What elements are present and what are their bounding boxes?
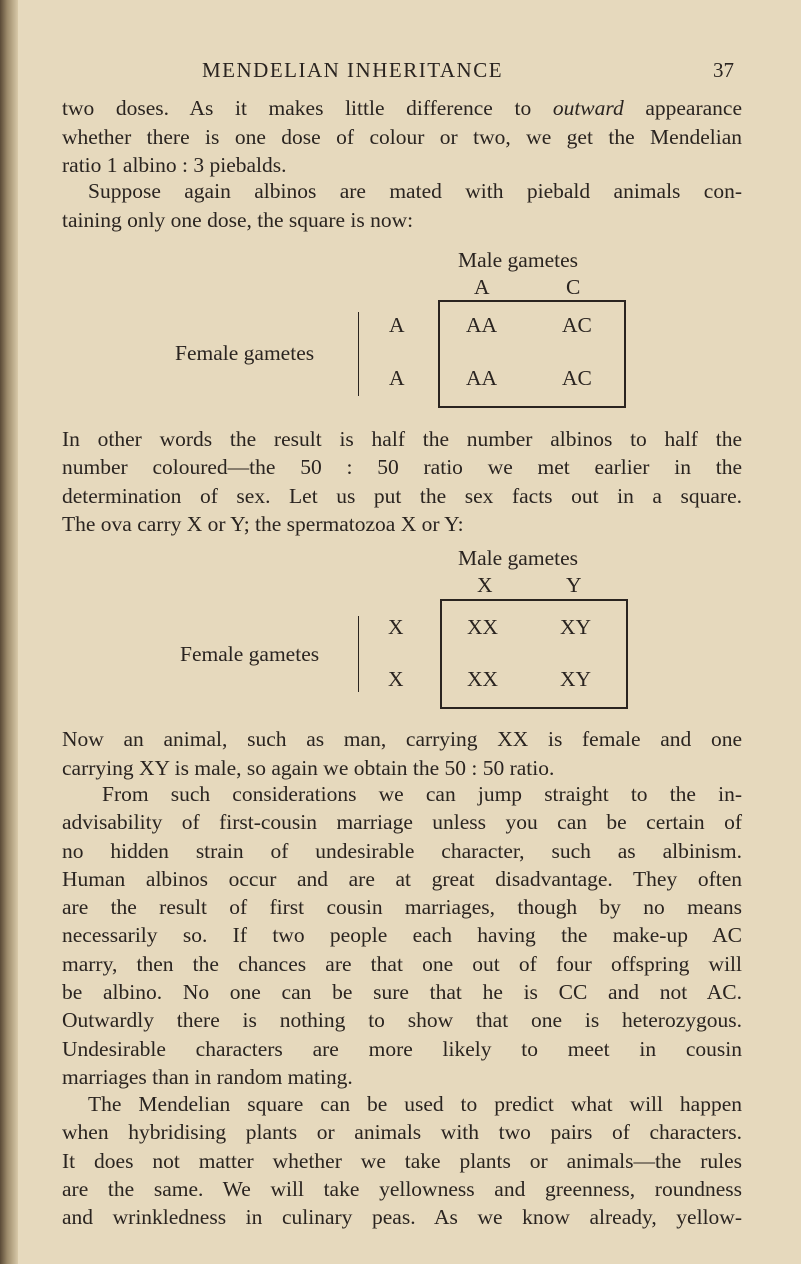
text-line: are the result of first cousin marriages, though by no means bbox=[62, 895, 742, 920]
female-gametes-label: Female gametes bbox=[180, 642, 320, 666]
text-line: when hybridising plants or animals with two pairs of characters. bbox=[62, 1120, 742, 1145]
paragraph-1 bbox=[62, 94, 742, 180]
male-gametes-label: Male gametes bbox=[458, 546, 578, 570]
male-gametes-label: Male gametes bbox=[458, 248, 578, 272]
grid-cell: XY bbox=[560, 615, 592, 639]
emphasis: outward bbox=[552, 96, 624, 120]
text-line: marriages than in random mating. bbox=[62, 1064, 353, 1089]
text-line: The ova carry X or Y; the spermatozoa X or Y: bbox=[62, 511, 464, 536]
male-gamete: Y bbox=[566, 573, 582, 597]
paragraph-2 bbox=[62, 177, 742, 234]
grid-cell: XX bbox=[467, 615, 499, 639]
female-gamete: X bbox=[388, 615, 404, 639]
paragraph-5 bbox=[62, 780, 742, 1091]
text-line: determination of sex. Let us put the sex facts out in a square. bbox=[62, 483, 742, 508]
paragraph-6 bbox=[62, 1090, 742, 1231]
text-line: no hidden strain of undesirable character, such as albinism. bbox=[62, 838, 742, 863]
text-line: be albino. No one can be sure that he is CC and not AC. bbox=[62, 980, 742, 1005]
brace bbox=[358, 616, 359, 692]
grid-cell: AC bbox=[562, 366, 592, 390]
text-line: are the same. We will take yellowness and greenness, roundness bbox=[62, 1176, 742, 1201]
text-line: Now an animal, such as man, carrying XX is female and one bbox=[62, 727, 742, 751]
text-line: ratio 1 albino : 3 piebalds. bbox=[62, 153, 287, 177]
book-spine-shadow bbox=[0, 0, 18, 1264]
female-gamete: X bbox=[388, 667, 404, 691]
text-line: The Mendelian square can be used to predict what will happen bbox=[88, 1092, 742, 1116]
text-line: whether there is one dose of colour or two, we get the Mendelian bbox=[62, 124, 742, 149]
text-line: and wrinkledness in culinary peas. As we know already, yellow- bbox=[62, 1205, 742, 1230]
grid-cell: XY bbox=[560, 667, 592, 691]
paragraph-3 bbox=[62, 425, 742, 538]
grid-cell: AA bbox=[466, 366, 498, 390]
text-line: Suppose again albinos are mated with piebald animals con- bbox=[88, 179, 742, 203]
text-line: necessarily so. If two people each having the make-up AC bbox=[62, 923, 742, 948]
text-line: carrying XY is male, so again we obtain the 50 : 50 ratio. bbox=[62, 755, 555, 780]
running-header bbox=[62, 58, 742, 88]
chapter-title: MENDELIAN INHERITANCE bbox=[202, 58, 504, 82]
text-line: It does not matter whether we take plants or animals—the rules bbox=[62, 1148, 742, 1173]
grid-cell: XX bbox=[467, 667, 499, 691]
page-number: 37 bbox=[713, 58, 734, 82]
male-gamete: X bbox=[477, 573, 493, 597]
text-line: Human albinos occur and are at great disadvantage. They often bbox=[62, 866, 742, 891]
male-gamete: C bbox=[566, 275, 581, 299]
paragraph-4 bbox=[62, 725, 742, 782]
text-line: two doses. As it makes little difference to outward appearance bbox=[62, 96, 742, 120]
text-line: In other words the result is half the number albinos to half the bbox=[62, 427, 742, 451]
grid-cell: AC bbox=[562, 313, 592, 337]
female-gamete: A bbox=[389, 366, 405, 390]
text-line: number coloured—the 50 : 50 ratio we met earlier in the bbox=[62, 455, 742, 480]
female-gametes-label: Female gametes bbox=[175, 341, 315, 365]
text-line: taining only one dose, the square is now: bbox=[62, 207, 414, 232]
text-line: Outwardly there is nothing to show that one is heterozygous. bbox=[62, 1008, 742, 1033]
text-line: marry, then the chances are that one out of four offspring will bbox=[62, 951, 742, 976]
brace bbox=[358, 312, 359, 396]
grid-cell: AA bbox=[466, 313, 498, 337]
female-gamete: A bbox=[389, 313, 405, 337]
text-line: advisability of first-cousin marriage unless you can be certain of bbox=[62, 810, 742, 835]
text-line: From such considerations we can jump straight to the in- bbox=[102, 782, 742, 806]
male-gamete: A bbox=[474, 275, 490, 299]
text-line: Undesirable characters are more likely to meet in cousin bbox=[62, 1036, 742, 1061]
